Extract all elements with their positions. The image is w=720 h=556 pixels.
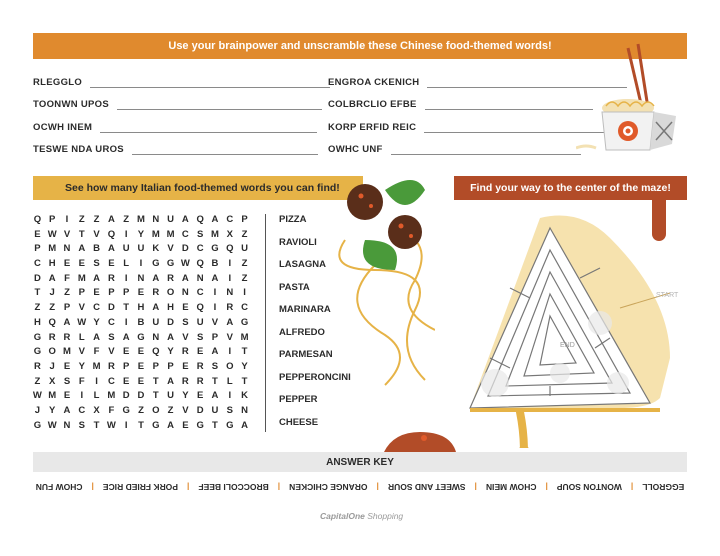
grid-letter[interactable]: F	[93, 346, 100, 358]
grid-letter[interactable]: M	[240, 331, 249, 343]
grid-letter[interactable]: N	[137, 272, 145, 284]
grid-letter[interactable]: S	[226, 404, 233, 416]
grid-letter[interactable]: Z	[138, 404, 144, 416]
answer-separator: |	[186, 482, 190, 492]
grid-letter[interactable]: E	[196, 346, 204, 358]
grid-letter[interactable]: I	[95, 375, 98, 387]
grid-letter[interactable]: T	[78, 228, 85, 240]
grid-letter[interactable]: A	[93, 272, 101, 284]
grid-letter[interactable]: P	[34, 243, 41, 255]
scramble-item	[33, 74, 330, 88]
word-list-item: PASTA	[279, 281, 310, 293]
grid-letter[interactable]: R	[33, 360, 41, 372]
answer-item: BROCCOLI BEEF	[198, 482, 269, 492]
grid-letter[interactable]: Z	[93, 214, 100, 225]
grid-letter[interactable]: R	[48, 331, 56, 343]
scramble-item	[33, 96, 322, 110]
grid-letter[interactable]: H	[137, 302, 145, 314]
grid-letter[interactable]: U	[196, 316, 204, 328]
grid-letter[interactable]: A	[107, 214, 115, 225]
grid-letter[interactable]: D	[137, 390, 145, 402]
grid-letter[interactable]: I	[228, 272, 232, 284]
grid-letter[interactable]: I	[243, 287, 246, 299]
grid-letter[interactable]: N	[241, 404, 248, 416]
answer-item: CHOW FUN	[35, 482, 83, 492]
grid-letter[interactable]: Z	[123, 214, 130, 225]
answer-line[interactable]	[90, 80, 330, 88]
grid-letter[interactable]: P	[49, 214, 56, 225]
grid-letter[interactable]: R	[196, 375, 204, 387]
word-list-item: ALFREDO	[279, 326, 325, 338]
grid-letter[interactable]: T	[241, 346, 248, 358]
grid-letter[interactable]: P	[63, 302, 71, 314]
answer-item: SWEET AND SOUR	[387, 482, 466, 492]
capital-one-logo: CapitalOne Shopping	[320, 511, 404, 521]
grid-letter[interactable]: S	[63, 375, 71, 387]
grid-letter[interactable]: A	[211, 346, 219, 358]
grid-letter[interactable]: P	[123, 360, 130, 372]
grid-letter[interactable]: S	[196, 228, 204, 240]
grid-letter[interactable]: E	[63, 390, 71, 402]
answer-line[interactable]	[117, 102, 322, 110]
grid-letter[interactable]: T	[138, 419, 144, 431]
grid-letter[interactable]: I	[124, 316, 128, 328]
grid-letter[interactable]: O	[226, 360, 234, 372]
grid-letter[interactable]: I	[228, 390, 232, 402]
grid-letter[interactable]: J	[34, 404, 41, 416]
grid-letter[interactable]: W	[47, 419, 57, 431]
grid-letter[interactable]: Q	[196, 302, 204, 314]
grid-letter[interactable]: A	[48, 272, 56, 284]
grid-letter[interactable]: R	[63, 331, 71, 343]
grid-letter[interactable]: V	[182, 404, 189, 416]
scramble-word: COLBRCLIO EFBE	[328, 99, 417, 110]
scramble-word: KORP ERFID REIC	[328, 122, 417, 133]
scramble-word: TOONWN UPOS	[33, 99, 109, 110]
grid-letter[interactable]: V	[78, 346, 85, 358]
grid-letter[interactable]: V	[93, 228, 100, 240]
grid-letter[interactable]: C	[226, 214, 234, 225]
grid-letter[interactable]: V	[182, 331, 189, 343]
pizza-maze[interactable]	[450, 208, 690, 448]
grid-letter[interactable]: X	[226, 228, 233, 240]
grid-letter[interactable]: N	[152, 331, 160, 343]
grid-letter[interactable]: I	[213, 302, 217, 314]
grid-letter[interactable]: D	[107, 302, 115, 314]
grid-letter[interactable]: D	[33, 272, 41, 284]
answer-separator: |	[545, 482, 548, 492]
grid-letter[interactable]: V	[63, 228, 71, 240]
grid-letter[interactable]: I	[124, 228, 128, 240]
maze-banner: Find your way to the center of the maze!	[454, 176, 687, 200]
grid-letter[interactable]: T	[152, 375, 159, 387]
grid-letter[interactable]: G	[33, 346, 42, 358]
grid-letter[interactable]: D	[181, 243, 189, 255]
grid-letter[interactable]: J	[49, 287, 55, 299]
grid-letter[interactable]: F	[108, 404, 115, 416]
grid-letter[interactable]: N	[63, 419, 71, 431]
grid-letter[interactable]: Z	[241, 272, 248, 284]
maze-start-label: START	[656, 292, 679, 299]
grid-letter[interactable]: Y	[78, 360, 85, 372]
grid-letter[interactable]: G	[240, 316, 249, 328]
grid-letter[interactable]: P	[241, 214, 248, 225]
answer-separator: |	[630, 482, 634, 492]
grid-letter[interactable]: G	[137, 331, 145, 343]
grid-letter[interactable]: Y	[182, 390, 189, 402]
grid-letter[interactable]: R	[181, 346, 189, 358]
grid-letter[interactable]: G	[211, 243, 219, 255]
wordsearch-word-list	[279, 213, 351, 438]
grid-letter[interactable]: Z	[167, 404, 174, 416]
grid-letter[interactable]: M	[166, 228, 175, 240]
grid-letter[interactable]: V	[167, 243, 174, 255]
grid-letter[interactable]: S	[108, 331, 115, 343]
scramble-word: OWHC UNF	[328, 144, 383, 155]
grid-letter[interactable]: Y	[93, 316, 100, 328]
grid-letter[interactable]: I	[228, 258, 232, 270]
grid-letter[interactable]: A	[211, 214, 219, 225]
grid-letter[interactable]: Z	[34, 375, 41, 387]
grid-letter[interactable]: I	[80, 390, 84, 402]
grid-letter[interactable]: V	[108, 346, 115, 358]
answer-key-list	[33, 480, 687, 494]
grid-letter[interactable]: R	[181, 375, 189, 387]
grid-letter[interactable]: L	[226, 375, 233, 387]
grid-letter[interactable]: H	[48, 258, 56, 270]
grid-letter[interactable]: Q	[33, 214, 42, 225]
grid-letter[interactable]: Z	[34, 302, 41, 314]
grid-letter[interactable]: M	[107, 390, 116, 402]
scramble-item	[33, 119, 317, 133]
grid-letter[interactable]: W	[47, 228, 57, 240]
sauce-splat-icon	[380, 428, 460, 454]
grid-letter[interactable]: M	[48, 390, 57, 402]
grid-letter[interactable]: A	[211, 272, 219, 284]
grid-letter[interactable]: P	[123, 287, 130, 299]
grid-letter[interactable]: T	[123, 302, 130, 314]
grid-letter[interactable]: E	[108, 258, 115, 270]
grid-letter[interactable]: L	[78, 331, 85, 343]
grid-letter[interactable]: D	[196, 404, 204, 416]
grid-letter[interactable]: R	[226, 302, 234, 314]
grid-letter[interactable]: C	[107, 316, 115, 328]
grid-letter[interactable]: O	[152, 404, 160, 416]
grid-letter[interactable]: N	[181, 287, 189, 299]
grid-letter[interactable]: M	[77, 272, 86, 284]
grid-letter[interactable]: S	[196, 331, 204, 343]
grid-letter[interactable]: G	[33, 331, 42, 343]
grid-letter[interactable]: Z	[64, 287, 70, 299]
answer-item: ORANGE CHICKEN	[289, 482, 368, 492]
grid-letter[interactable]: W	[32, 390, 42, 402]
answer-key-bar: ANSWER KEY	[33, 452, 687, 472]
grid-letter[interactable]: E	[63, 360, 71, 372]
grid-letter[interactable]: M	[151, 228, 160, 240]
grid-letter[interactable]: I	[65, 214, 69, 225]
grid-letter[interactable]: P	[152, 360, 159, 372]
answer-line[interactable]	[100, 125, 317, 133]
grid-letter[interactable]: X	[49, 375, 56, 387]
grid-letter[interactable]: F	[78, 375, 85, 387]
grid-letter[interactable]: X	[93, 404, 100, 416]
grid-letter[interactable]: V	[78, 302, 85, 314]
answer-item: EGGROLL	[642, 482, 685, 492]
grid-letter[interactable]: Z	[241, 228, 248, 240]
grid-letter[interactable]: G	[122, 404, 130, 416]
grid-letter[interactable]: I	[228, 346, 232, 358]
grid-letter[interactable]: L	[93, 390, 100, 402]
grid-letter[interactable]: C	[78, 404, 86, 416]
grid-letter[interactable]: A	[211, 390, 219, 402]
grid-letter[interactable]: Y	[167, 346, 174, 358]
grid-letter[interactable]: T	[241, 375, 248, 387]
grid-letter[interactable]: V	[226, 331, 233, 343]
grid-letter[interactable]: G	[196, 419, 204, 431]
grid-letter[interactable]: E	[137, 360, 145, 372]
grid-letter[interactable]: G	[166, 258, 175, 270]
grid-letter[interactable]: S	[78, 419, 85, 431]
answer-separator: |	[277, 482, 281, 492]
grid-letter[interactable]: G	[152, 419, 160, 431]
grid-letter[interactable]: A	[152, 302, 160, 314]
grid-letter[interactable]: W	[106, 419, 116, 431]
answer-line[interactable]	[132, 147, 318, 155]
grid-letter[interactable]: D	[167, 316, 174, 328]
answer-item: CHOW MEIN	[485, 482, 537, 492]
takeout-box-icon	[576, 40, 696, 155]
grid-letter[interactable]: T	[152, 390, 159, 402]
answer-separator: |	[376, 482, 379, 492]
scramble-item	[328, 96, 593, 110]
answer-line[interactable]	[391, 147, 581, 155]
word-list-item: MARINARA	[279, 304, 331, 315]
grid-letter[interactable]: Q	[196, 258, 204, 270]
grid-letter[interactable]: U	[211, 404, 219, 416]
grid-letter[interactable]: U	[137, 243, 145, 255]
maze-end-label: END	[560, 342, 575, 349]
grid-letter[interactable]: R	[107, 360, 115, 372]
grid-letter[interactable]: H	[167, 302, 174, 314]
word-list-item: PIZZA	[279, 214, 307, 225]
word-list-item: PARMESAN	[279, 349, 333, 360]
grid-letter[interactable]: U	[167, 214, 174, 225]
grid-letter[interactable]: E	[123, 346, 130, 358]
wordsearch-grid[interactable]	[30, 213, 254, 433]
grid-letter[interactable]: P	[108, 287, 115, 299]
grid-letter[interactable]: F	[64, 272, 70, 284]
grid-letter[interactable]: T	[212, 375, 218, 387]
grid-letter[interactable]: R	[167, 272, 174, 284]
answer-separator: |	[474, 482, 477, 492]
grid-letter[interactable]: G	[152, 258, 160, 270]
word-list-item: PEPPERONCINI	[279, 371, 351, 383]
grid-letter[interactable]: A	[181, 214, 189, 225]
grid-letter[interactable]: C	[107, 375, 115, 387]
grid-letter[interactable]: O	[48, 346, 56, 358]
grid-letter[interactable]: M	[92, 360, 101, 372]
grid-letter[interactable]: S	[182, 316, 189, 328]
grid-letter[interactable]: V	[211, 316, 219, 328]
grid-letter[interactable]: S	[93, 258, 100, 270]
answer-item: PORK FRIED RICE	[102, 482, 178, 492]
grid-letter[interactable]: U	[241, 243, 248, 255]
grid-letter[interactable]: T	[93, 419, 100, 431]
grid-letter[interactable]: U	[167, 390, 174, 402]
scramble-item	[33, 141, 318, 155]
grid-letter[interactable]: U	[122, 243, 130, 255]
grid-letter[interactable]: R	[107, 272, 115, 284]
grid-letter[interactable]: E	[196, 390, 204, 402]
grid-letter[interactable]: A	[93, 331, 101, 343]
grid-letter[interactable]: Y	[49, 404, 56, 416]
grid-letter[interactable]: A	[152, 272, 160, 284]
grid-letter[interactable]: C	[241, 302, 248, 314]
grid-letter[interactable]: E	[137, 287, 145, 299]
grid-letter[interactable]: W	[180, 258, 190, 270]
grid-letter[interactable]: E	[182, 360, 189, 372]
grid-letter[interactable]: L	[123, 258, 130, 270]
grid-letter[interactable]: Q	[196, 214, 204, 225]
grid-letter[interactable]: Y	[241, 360, 248, 372]
grid-letter[interactable]: K	[241, 390, 248, 402]
grid-letter[interactable]: A	[241, 419, 248, 431]
grid-letter[interactable]: E	[93, 287, 100, 299]
grid-letter[interactable]: B	[93, 243, 101, 255]
grid-letter[interactable]: I	[124, 419, 128, 431]
wordsearch-banner: See how many Italian food-themed words you can find!	[33, 176, 363, 200]
grid-letter[interactable]: S	[211, 360, 219, 372]
grid-letter[interactable]: A	[167, 331, 174, 343]
grid-letter[interactable]: B	[211, 258, 219, 270]
grid-letter[interactable]: I	[124, 272, 128, 284]
answer-item: WONTON SOUP	[556, 482, 622, 492]
grid-letter[interactable]: K	[152, 243, 160, 255]
grid-letter[interactable]: R	[152, 287, 160, 299]
grid-letter[interactable]: I	[139, 258, 143, 270]
grid-letter[interactable]: Q	[226, 243, 234, 255]
grid-letter[interactable]: B	[137, 316, 145, 328]
word-list-item: LASAGNA	[279, 259, 326, 270]
grid-letter[interactable]: R	[196, 360, 204, 372]
scramble-word: ENGROA CKENICH	[328, 77, 420, 88]
grid-letter[interactable]: C	[196, 287, 204, 299]
grid-letter[interactable]: E	[63, 258, 71, 270]
grid-letter[interactable]: A	[181, 272, 189, 284]
grid-letter[interactable]: D	[122, 390, 130, 402]
grid-letter[interactable]: Q	[152, 346, 160, 358]
grid-letter[interactable]: M	[137, 214, 145, 225]
grid-letter[interactable]: Z	[49, 302, 56, 314]
grid-letter[interactable]: P	[211, 331, 219, 343]
grid-letter[interactable]: N	[63, 243, 71, 255]
grid-letter[interactable]: A	[122, 331, 130, 343]
answer-separator: |	[91, 482, 94, 492]
scramble-item	[328, 141, 581, 155]
word-list-item: CHEESE	[279, 416, 319, 428]
grid-letter[interactable]: U	[152, 316, 160, 328]
grid-letter[interactable]: H	[33, 316, 41, 328]
grid-letter[interactable]: Q	[48, 316, 56, 328]
grid-letter[interactable]: A	[107, 243, 115, 255]
grid-letter[interactable]: E	[123, 375, 130, 387]
scramble-word: TESWE NDA UROS	[33, 144, 124, 155]
answer-line[interactable]	[425, 102, 593, 110]
grid-letter[interactable]: E	[182, 419, 189, 431]
scramble-word: RLEGGLO	[33, 77, 83, 88]
grid-letter[interactable]: M	[63, 346, 71, 358]
scramble-word: OCWH INEM	[33, 122, 93, 133]
grid-letter[interactable]: P	[78, 287, 85, 299]
unscramble-banner: Use your brainpower and unscramble these Chinese food-themed words!	[33, 33, 687, 59]
grid-letter[interactable]: I	[213, 287, 217, 299]
grid-letter[interactable]: N	[152, 214, 160, 225]
grid-letter[interactable]: A	[226, 316, 234, 328]
grid-letter[interactable]: E	[137, 346, 145, 358]
grid-letter[interactable]: M	[48, 243, 57, 255]
grid-letter[interactable]: G	[33, 419, 42, 431]
grid-letter[interactable]: Z	[241, 258, 248, 270]
grid-letter[interactable]: C	[93, 302, 101, 314]
grid-letter[interactable]: C	[181, 228, 189, 240]
grid-letter[interactable]: W	[77, 316, 87, 328]
grid-letter[interactable]: A	[63, 404, 71, 416]
grid-letter[interactable]: E	[137, 375, 145, 387]
grid-letter[interactable]: A	[63, 316, 71, 328]
grid-letter[interactable]: M	[211, 228, 219, 240]
grid-letter[interactable]: E	[78, 258, 85, 270]
grid-letter[interactable]: C	[33, 258, 41, 270]
grid-letter[interactable]: T	[34, 287, 41, 299]
grid-letter[interactable]: P	[167, 360, 174, 372]
grid-letter[interactable]: Y	[137, 228, 145, 240]
grid-letter[interactable]: A	[167, 375, 174, 387]
grid-letter[interactable]: E	[182, 302, 189, 314]
grid-letter[interactable]: C	[196, 243, 204, 255]
grid-letter[interactable]: Q	[107, 228, 116, 240]
grid-letter[interactable]: T	[212, 419, 218, 431]
word-list-item: RAVIOLI	[279, 236, 317, 248]
grid-letter[interactable]: N	[226, 287, 234, 299]
word-list-item: PEPPER	[279, 394, 318, 405]
grid-letter[interactable]: G	[226, 419, 234, 431]
grid-letter[interactable]: Z	[78, 214, 85, 225]
grid-letter[interactable]: N	[196, 272, 204, 284]
scramble-item	[328, 119, 604, 133]
grid-letter[interactable]: A	[78, 243, 86, 255]
grid-letter[interactable]: O	[166, 287, 175, 299]
grid-letter[interactable]: J	[49, 360, 55, 372]
wordsearch-divider	[265, 214, 266, 432]
grid-letter[interactable]: A	[167, 419, 174, 431]
grid-letter[interactable]: E	[34, 228, 41, 240]
